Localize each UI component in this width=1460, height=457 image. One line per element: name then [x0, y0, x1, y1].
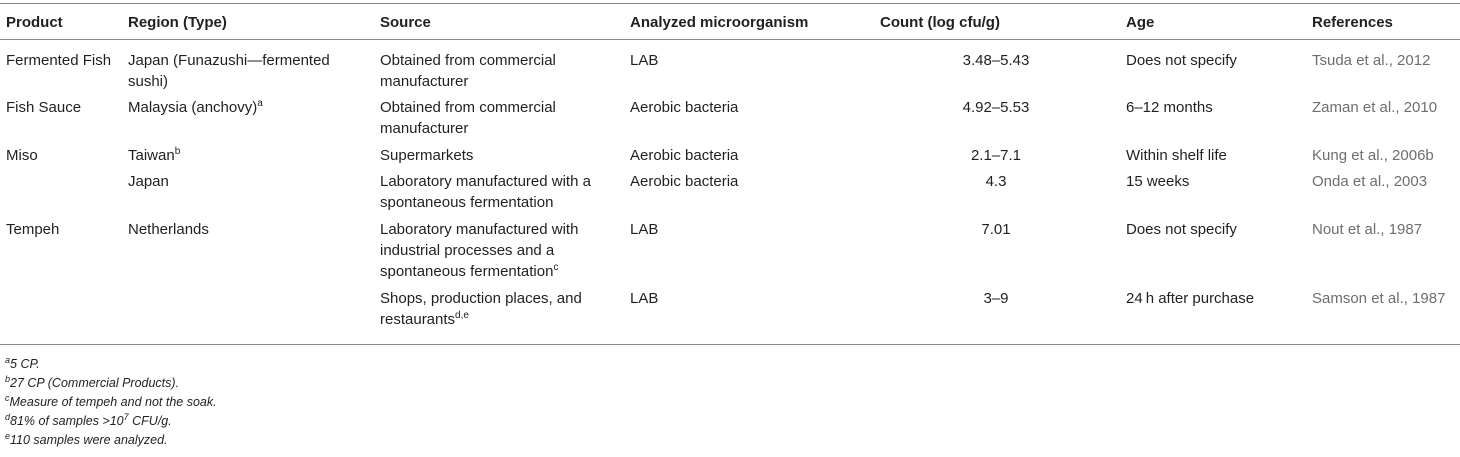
- footnote-item: [5, 393, 217, 412]
- cell-product: [0, 288, 122, 345]
- table-row: [0, 288, 1460, 345]
- microorganism-count-table: [0, 3, 1460, 345]
- footnote-item: [5, 431, 217, 450]
- source-text: Supermarkets: [380, 146, 474, 164]
- footnote-item: [5, 374, 217, 393]
- cell-source: [374, 171, 624, 219]
- footnote-mark: c: [5, 392, 10, 403]
- cell-count: 3–9: [874, 288, 1120, 345]
- header-region: Region (Type): [122, 4, 374, 40]
- cell-age: 15 weeks: [1126, 172, 1190, 190]
- footnote-marker: c: [553, 261, 559, 273]
- cell-age: 24 h after purchase: [1120, 288, 1306, 345]
- footnote-mark: b: [5, 373, 11, 384]
- cell-microorganism: Aerobic bacteria: [630, 98, 739, 116]
- table-row: [0, 40, 1460, 97]
- cell-source: [374, 219, 624, 288]
- cell-region: [122, 171, 374, 219]
- cell-age: Does not specify: [1126, 220, 1237, 238]
- cell-age: Does not specify: [1126, 52, 1237, 69]
- source-text: Obtained from commercial manufacturer: [380, 98, 556, 137]
- cell-product: Fish Sauce: [6, 98, 82, 116]
- footnote-text: 27 CP (Commercial Products).: [10, 376, 180, 390]
- header-age: Age: [1120, 4, 1306, 40]
- cell-product: Miso: [6, 146, 38, 164]
- source-text: Laboratory manufactured with a spontaneous fermentation: [380, 172, 591, 211]
- footnote-marker: a: [257, 97, 263, 109]
- cell-count: 7.01: [981, 220, 1011, 238]
- cell-reference-link[interactable]: Kung et al., 2006b: [1312, 146, 1434, 164]
- region-text: Japan: [128, 172, 169, 190]
- footnote-text: Measure of tempeh and not the soak.: [9, 395, 217, 409]
- region-text: Japan (Funazushi—fermented sushi): [128, 52, 330, 90]
- cell-count: 4.3: [985, 172, 1007, 190]
- region-text: Taiwan: [128, 146, 175, 164]
- cell-product: Tempeh: [6, 220, 60, 238]
- cell-microorganism: LAB: [630, 220, 659, 238]
- cell-region: [122, 219, 374, 288]
- cell-reference-link[interactable]: Tsuda et al., 2012: [1312, 52, 1431, 69]
- table-row: [0, 171, 1460, 219]
- table-row: [0, 145, 1460, 171]
- cell-product: [0, 171, 122, 219]
- cell-reference-link[interactable]: Nout et al., 1987: [1312, 220, 1423, 238]
- footnote-text: 81% of samples >10: [10, 414, 124, 428]
- cell-reference-link[interactable]: Samson et al., 1987: [1306, 288, 1460, 345]
- cell-reference-link[interactable]: Onda et al., 2003: [1312, 172, 1428, 190]
- cell-reference-link[interactable]: Zaman et al., 2010: [1312, 98, 1438, 116]
- cell-source: [374, 97, 624, 145]
- footnote-marker: d,e: [455, 309, 469, 321]
- header-source: Source: [374, 4, 624, 40]
- header-product: Product: [0, 4, 122, 40]
- footnote-text: 110 samples were analyzed.: [10, 433, 168, 447]
- cell-source: [374, 40, 624, 97]
- footnote-item: [5, 412, 217, 431]
- footnote-text: 5 CP.: [10, 357, 40, 371]
- cell-microorganism: Aerobic bacteria: [630, 172, 739, 190]
- cell-age: Within shelf life: [1126, 146, 1227, 164]
- cell-product: Fermented Fish: [6, 52, 112, 69]
- table-header-row: [0, 4, 1460, 40]
- cell-region: [122, 288, 374, 345]
- source-text: Laboratory manufactured with industrial processes and a spontaneous fermentation: [380, 220, 579, 280]
- cell-source: [374, 145, 624, 171]
- cell-count: 3.48–5.43: [962, 52, 1030, 69]
- cell-region: [122, 40, 374, 97]
- footnote-item: [5, 355, 217, 374]
- footnote-exponent: 7: [123, 411, 129, 422]
- table-footnotes: [5, 355, 217, 450]
- header-count: Count (log cfu/g): [874, 4, 1120, 40]
- source-text: Shops, production places, and restaurants: [380, 289, 582, 328]
- cell-microorganism: LAB: [624, 288, 874, 345]
- source-text: Obtained from commercial manufacturer: [380, 52, 556, 90]
- footnote-mark: e: [5, 430, 11, 441]
- cell-count: 4.92–5.53: [962, 98, 1030, 116]
- region-text: Malaysia (anchovy): [128, 98, 258, 116]
- header-microorganism: Analyzed microorganism: [624, 4, 874, 40]
- table-row: [0, 219, 1460, 288]
- footnote-mark: a: [5, 354, 11, 365]
- cell-microorganism: LAB: [630, 52, 659, 69]
- footnote-tail: CFU/g.: [128, 414, 172, 428]
- cell-source: [374, 288, 624, 345]
- header-references: References: [1306, 4, 1460, 40]
- cell-age: 6–12 months: [1126, 98, 1213, 116]
- cell-count: 2.1–7.1: [970, 146, 1022, 164]
- cell-microorganism: Aerobic bacteria: [630, 146, 739, 164]
- region-text: Netherlands: [128, 220, 209, 238]
- table-row: [0, 97, 1460, 145]
- footnote-mark: d: [5, 411, 11, 422]
- footnote-marker: b: [174, 145, 181, 157]
- cell-region: [122, 97, 374, 145]
- cell-region: [122, 145, 374, 171]
